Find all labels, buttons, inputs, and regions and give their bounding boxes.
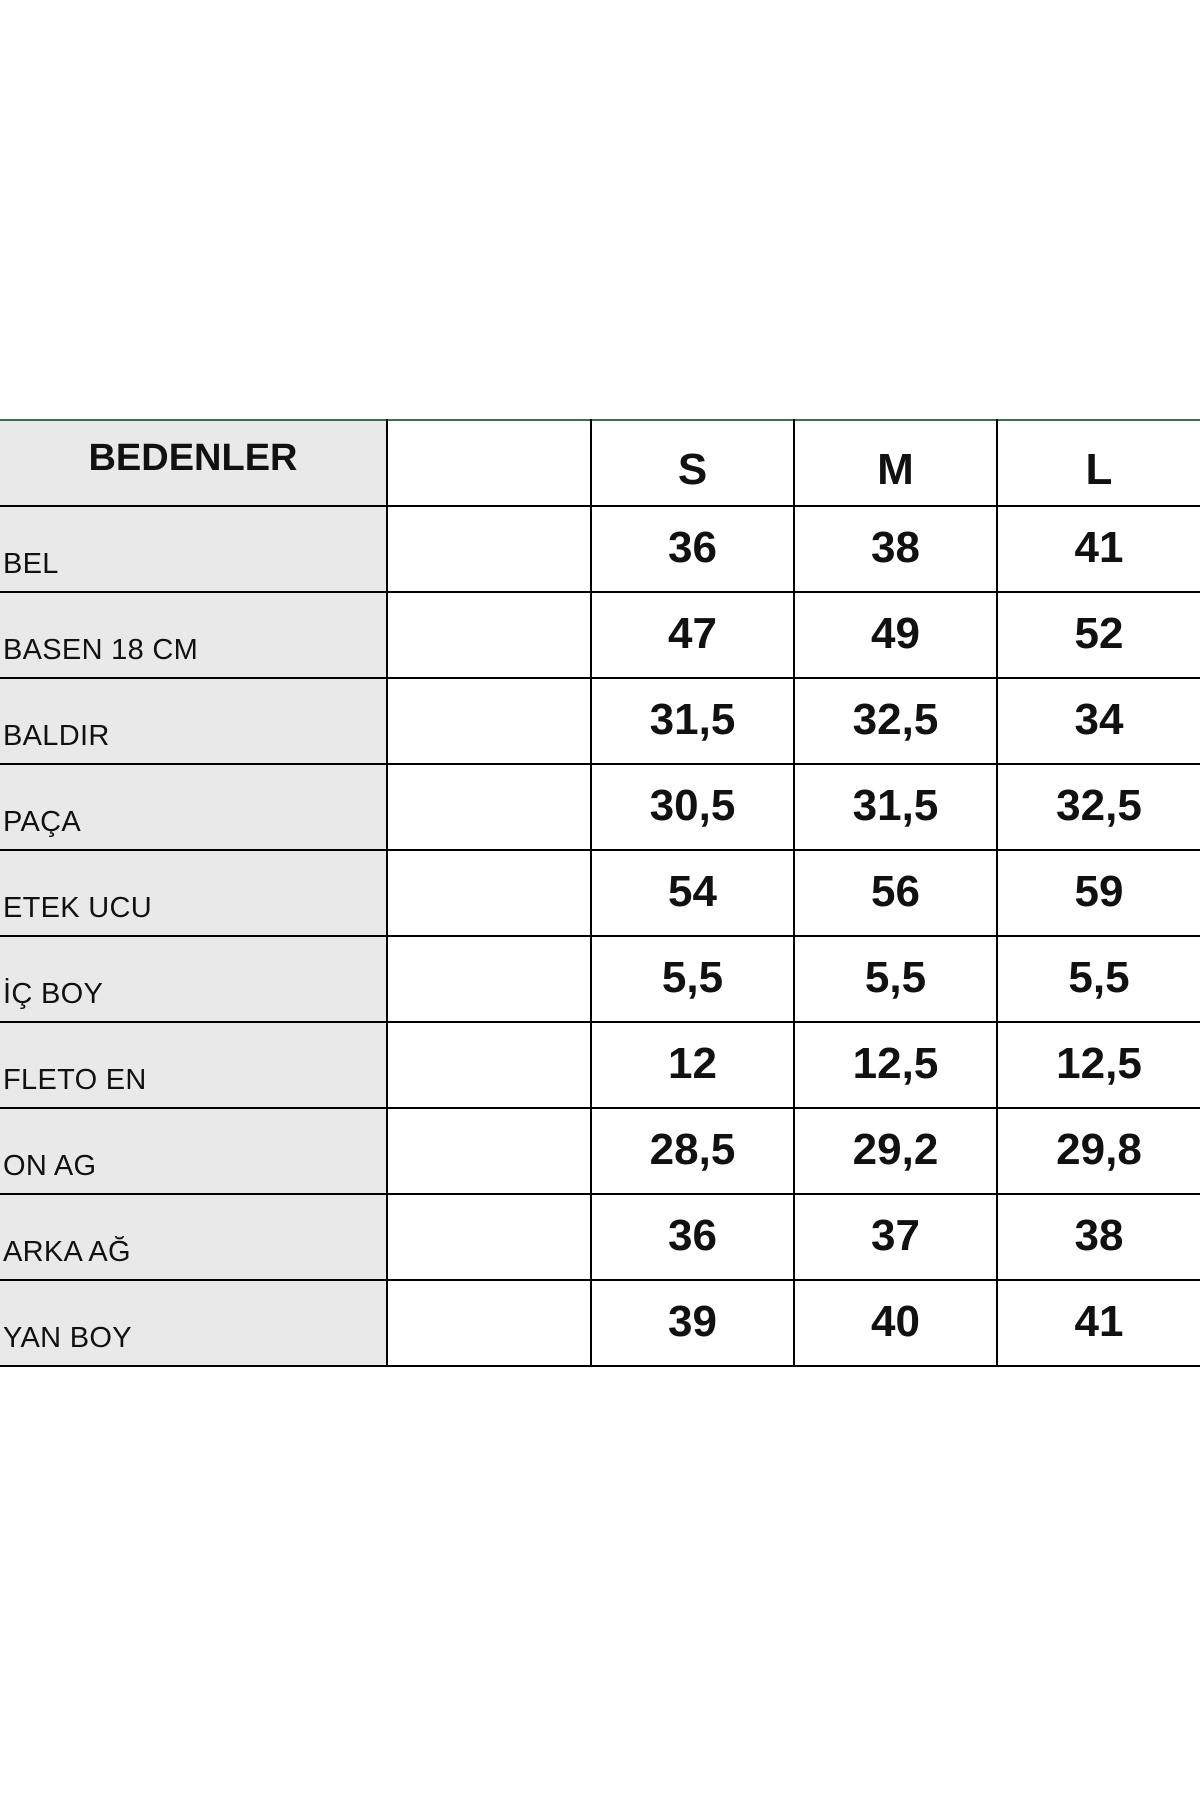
measurement-value-m: 5,5 [794,936,997,1022]
measurement-row [0,936,1200,1022]
blank-cell [387,764,591,850]
measurement-value-m: 38 [794,506,997,592]
measurement-row [0,1280,1200,1366]
size-header-l: L [997,420,1200,506]
measurement-value-l: 32,5 [997,764,1200,850]
measurement-row [0,506,1200,592]
size-header-m: M [794,420,997,506]
measurement-value-s: 47 [591,592,794,678]
blank-cell [387,592,591,678]
measurement-label: ETEK UCU [0,850,387,936]
measurement-row [0,1108,1200,1194]
measurement-label: BASEN 18 CM [0,592,387,678]
measurement-value-s: 36 [591,506,794,592]
blank-cell [387,1108,591,1194]
measurement-value-s: 28,5 [591,1108,794,1194]
measurement-value-m: 29,2 [794,1108,997,1194]
measurement-value-s: 39 [591,1280,794,1366]
measurement-row [0,1194,1200,1280]
measurement-value-s: 31,5 [591,678,794,764]
measurement-row [0,592,1200,678]
measurement-value-s: 36 [591,1194,794,1280]
measurement-value-l: 38 [997,1194,1200,1280]
measurement-value-l: 41 [997,506,1200,592]
sizes-header-label: BEDENLER [0,420,387,506]
measurement-label: BALDIR [0,678,387,764]
size-header-s: S [591,420,794,506]
blank-cell [387,936,591,1022]
measurement-value-s: 12 [591,1022,794,1108]
measurement-label: ARKA AĞ [0,1194,387,1280]
measurement-value-l: 5,5 [997,936,1200,1022]
measurement-label: ON AG [0,1108,387,1194]
measurement-value-l: 34 [997,678,1200,764]
measurement-label: YAN BOY [0,1280,387,1366]
blank-cell [387,850,591,936]
blank-cell [387,1194,591,1280]
blank-cell [387,1022,591,1108]
blank-cell [387,678,591,764]
size-chart-table [0,419,1200,1367]
blank-cell [387,1280,591,1366]
measurement-label: PAÇA [0,764,387,850]
measurement-value-s: 5,5 [591,936,794,1022]
measurement-row [0,764,1200,850]
measurement-value-m: 12,5 [794,1022,997,1108]
measurement-row [0,1022,1200,1108]
measurement-label: FLETO EN [0,1022,387,1108]
blank-header-cell [387,420,591,506]
measurement-label: BEL [0,506,387,592]
measurement-label: İÇ BOY [0,936,387,1022]
measurement-value-m: 31,5 [794,764,997,850]
measurement-value-m: 49 [794,592,997,678]
measurement-value-m: 32,5 [794,678,997,764]
measurement-value-m: 40 [794,1280,997,1366]
measurement-value-l: 29,8 [997,1108,1200,1194]
measurement-value-s: 30,5 [591,764,794,850]
measurement-value-m: 56 [794,850,997,936]
measurement-value-s: 54 [591,850,794,936]
measurement-value-l: 41 [997,1280,1200,1366]
measurement-row [0,678,1200,764]
size-header-row [0,420,1200,506]
measurement-value-l: 52 [997,592,1200,678]
measurement-value-l: 59 [997,850,1200,936]
measurement-row [0,850,1200,936]
measurement-value-m: 37 [794,1194,997,1280]
blank-cell [387,506,591,592]
measurement-value-l: 12,5 [997,1022,1200,1108]
